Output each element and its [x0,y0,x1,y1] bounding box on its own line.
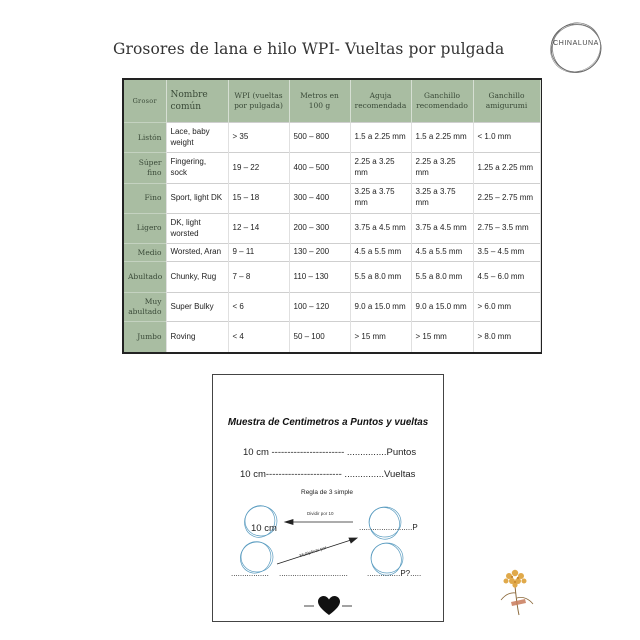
table-row [124,244,540,262]
flower-icon [495,566,539,616]
chinaluna-logo-icon [548,20,604,76]
table-row [124,153,540,183]
eq-left: 10 cm [251,523,277,534]
table-row [124,322,540,353]
cell-needle: > 15 mm [350,322,411,353]
cell-common-name: Super Bulky [166,293,228,322]
table-row [124,183,540,213]
table-row [124,213,540,243]
cell-amigurumi-hook: 3.5 – 4.5 mm [473,244,540,262]
cell-hook: 4.5 a 5.5 mm [411,244,473,262]
cell-hook: 2.25 a 3.25 mm [411,153,473,183]
cell-wpi: 7 – 8 [228,262,289,293]
cell-amigurumi-hook: 4.5 – 6.0 mm [473,262,540,293]
cell-needle: 3.75 a 4.5 mm [350,213,411,243]
cell-amigurumi-hook: 2.25 – 2.75 mm [473,183,540,213]
cell-wpi: > 35 [228,123,289,153]
cell-common-name: Sport, light DK [166,183,228,213]
header-nombre: Nombre común [166,80,228,123]
cell-hook: 3.75 a 4.5 mm [411,213,473,243]
cell-category: Jumbo [124,322,166,353]
cell-category: Fino [124,183,166,213]
cell-needle: 3.25 a 3.75 mm [350,183,411,213]
cell-needle: 5.5 a 8.0 mm [350,262,411,293]
cell-meters: 300 – 400 [289,183,350,213]
cell-category: Abultado [124,262,166,293]
cell-common-name: Roving [166,322,228,353]
eq-right: ........................P [359,523,418,532]
cell-hook: 3.25 a 3.75 mm [411,183,473,213]
cell-common-name: DK, light worsted [166,213,228,243]
table-row [124,262,540,293]
cell-meters: 50 – 100 [289,322,350,353]
cell-amigurumi-hook: 2.75 – 3.5 mm [473,213,540,243]
yarn-weight-table [122,78,542,354]
header-amigurumi: Ganchillo amigurumi [473,80,540,123]
cell-needle: 2.25 a 3.25 mm [350,153,411,183]
cell-meters: 130 – 200 [289,244,350,262]
cell-wpi: < 4 [228,322,289,353]
cell-wpi: < 6 [228,293,289,322]
cell-common-name: Chunky, Rug [166,262,228,293]
page-title: Grosores de lana e hilo WPI- Vueltas por pulgada [113,40,505,58]
cell-common-name: Fingering, sock [166,153,228,183]
brand-name: CHINALUNA [553,40,599,47]
bottom-mid-blank: ............................... [279,569,348,578]
cell-meters: 110 – 130 [289,262,350,293]
cell-category: Listón [124,123,166,153]
cell-hook: 9.0 a 15.0 mm [411,293,473,322]
table-header-row [124,80,540,123]
header-wpi: WPI (vueltas por pulgada) [228,80,289,123]
divide-label: Dividir por 10 [307,511,334,516]
cell-hook: 5.5 a 8.0 mm [411,262,473,293]
cell-hook: > 15 mm [411,322,473,353]
card-title: Muestra de Centimetros a Puntos y vueltas [227,417,429,428]
rule-label: Regla de 3 simple [301,489,354,496]
cell-amigurumi-hook: > 8.0 mm [473,322,540,353]
multiply-label: Multiplicar por [298,544,328,559]
header-metros: Metros en 100 g [289,80,350,123]
cell-needle: 1.5 a 2.25 mm [350,123,411,153]
cell-amigurumi-hook: < 1.0 mm [473,123,540,153]
cell-meters: 400 – 500 [289,153,350,183]
cell-hook: 1.5 a 2.25 mm [411,123,473,153]
header-grosor: Grosor [124,80,166,123]
rule-diagram [213,375,445,623]
cell-category: Muy abultado [124,293,166,322]
cell-wpi: 19 – 22 [228,153,289,183]
cell-common-name: Lace, baby weight [166,123,228,153]
cell-meters: 500 – 800 [289,123,350,153]
cell-category: Súper fino [124,153,166,183]
gauge-sample-card [212,374,444,622]
heart-icon [318,596,340,616]
header-ganchillo: Ganchillo recomendado [411,80,473,123]
table-row [124,293,540,322]
table-row [124,123,540,153]
bottom-right-blank: ...............P?..... [367,569,422,578]
cell-wpi: 12 – 14 [228,213,289,243]
header-aguja: Aguja recomendada [350,80,411,123]
line-vueltas: 10 cm------------------------ ...............Vueltas [240,469,416,480]
cell-amigurumi-hook: 1.25 a 2.25 mm [473,153,540,183]
bottom-left-blank: ................. [231,569,269,578]
cell-needle: 9.0 a 15.0 mm [350,293,411,322]
cell-needle: 4.5 a 5.5 mm [350,244,411,262]
cell-meters: 200 – 300 [289,213,350,243]
cell-wpi: 15 – 18 [228,183,289,213]
cell-category: Medio [124,244,166,262]
line-puntos: 10 cm ----------------------- ...............Puntos [243,447,417,458]
cell-meters: 100 – 120 [289,293,350,322]
cell-wpi: 9 – 11 [228,244,289,262]
cell-amigurumi-hook: > 6.0 mm [473,293,540,322]
cell-category: Ligero [124,213,166,243]
cell-common-name: Worsted, Aran [166,244,228,262]
